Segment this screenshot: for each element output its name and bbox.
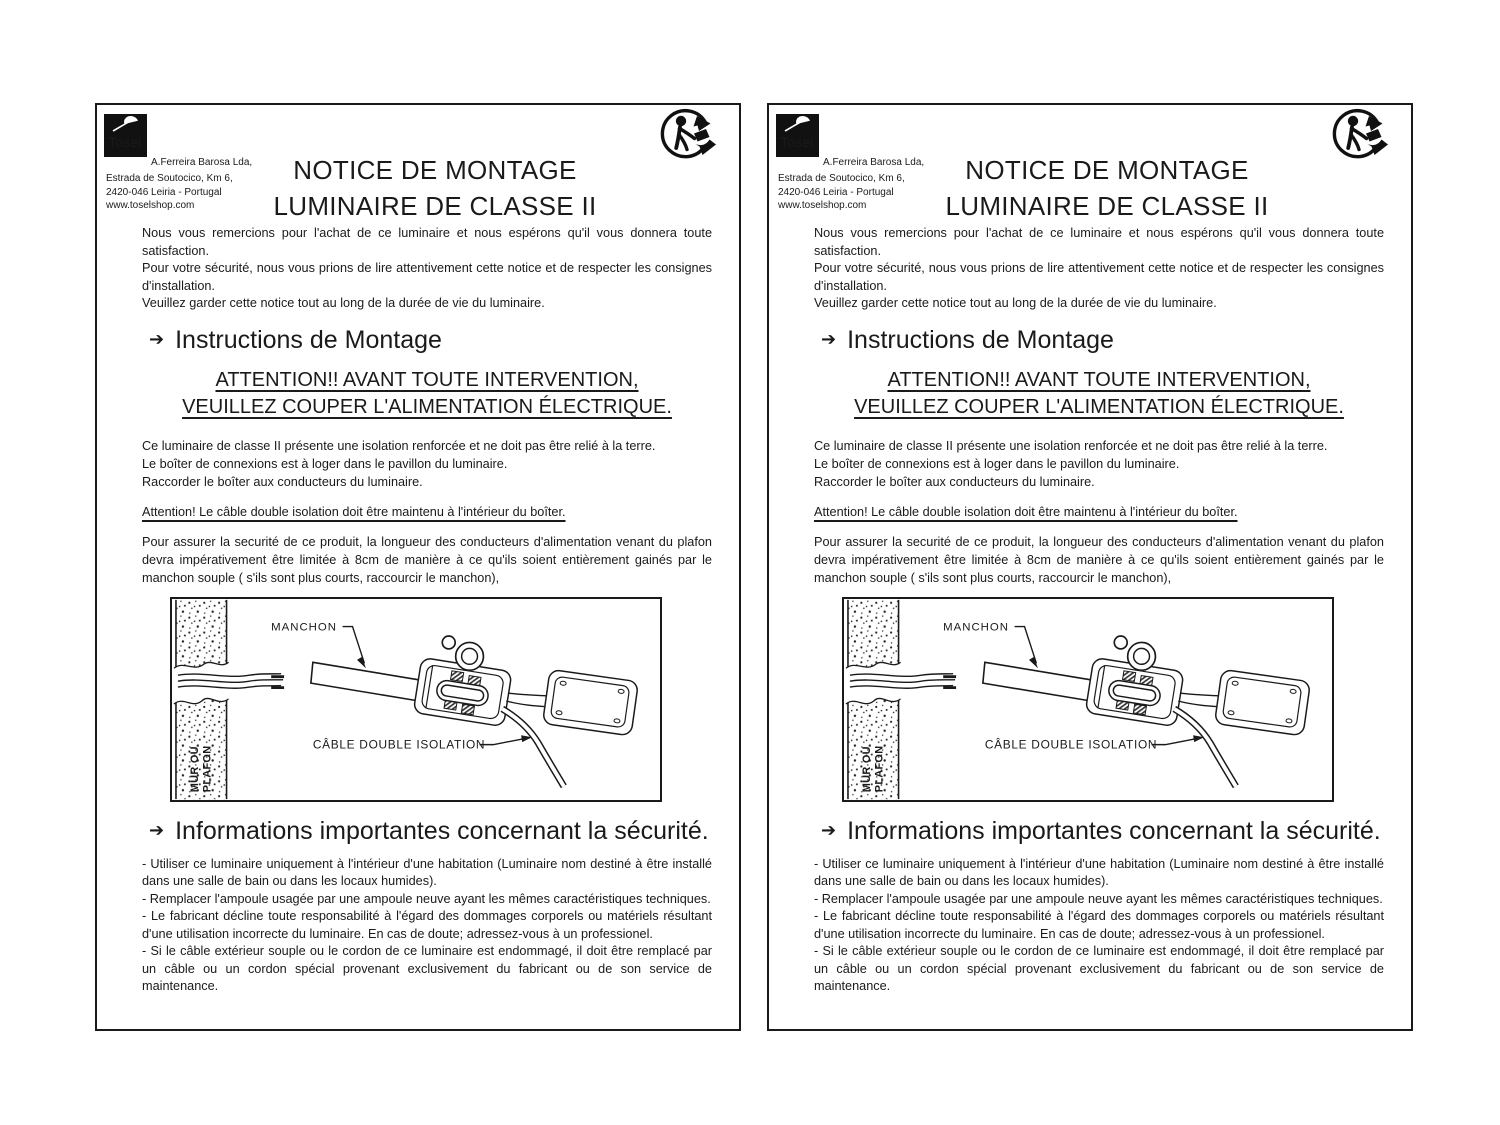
cable-label: CÂBLE DOUBLE ISOLATION (984, 737, 1158, 752)
section-heading-montage (142, 325, 712, 355)
sleeve-shape (983, 662, 1093, 701)
box-to-cover-wires (506, 693, 550, 707)
diagram-drawing (172, 599, 660, 800)
section-heading-securite (814, 816, 1384, 846)
safety-item: - Utiliser ce luminaire uniquement à l'intérieur d'une habitation (Luminaire nom destiné à être installé dans une salle de bain ou dans les locaux humides). (814, 856, 1384, 888)
company-address-line: 2420-046 Leiria - Portugal (778, 186, 894, 198)
arrow-bullet-icon: ➔ (821, 328, 837, 350)
tosel-logo-icon (776, 114, 819, 157)
brand-name: Tosel (780, 135, 814, 150)
cable-label: CÂBLE DOUBLE ISOLATION (312, 737, 486, 752)
warning-line: VEUILLEZ COUPER L'ALIMENTATION ÉLECTRIQUE. (854, 395, 1344, 418)
company-address-line: Estrada de Soutocico, Km 6, (778, 173, 905, 184)
brand-name: Tosel (108, 135, 142, 150)
document-title (916, 152, 1298, 224)
intro-line: Pour votre sécurité, nous vous prions de lire attentivement cette notice et de respecter les consignes d'installation. (814, 261, 1384, 293)
intro-line: Nous vous remercions pour l'achat de ce luminaire et nous espérons qu'il vous donnera toute satisfaction. (814, 226, 1384, 258)
sleeve-shape (311, 662, 421, 701)
safety-item: - Si le câble extérieur souple ou le cordon de ce luminaire est endommagé, il doit être remplacé par un câble ou un cordon spécial provenant exclusivement du fabricant ou de son service de maintenance. (142, 944, 712, 993)
company-address (106, 172, 233, 213)
sleeve-instructions: Pour assurer la securité de ce produit, la longueur des conducteurs d'alimentation venant du plafon devra impérativement être limitée à 8cm de manière à ce qu'ils soient entièrement gainés par le manchon souple ( s'ils sont plus courts, raccourcir le manchon), (142, 534, 712, 585)
company-address (778, 172, 905, 213)
safety-item: - Si le câble extérieur souple ou le cordon de ce luminaire est endommagé, il doit être remplacé par un câble ou un cordon spécial provenant exclusivement du fabricant ou de son service de maintenance. (814, 944, 1384, 993)
company-address-line: Estrada de Soutocico, Km 6, (106, 173, 233, 184)
wall-label-line1: MUR OU (188, 745, 201, 792)
installation-diagram (170, 597, 662, 802)
company-website: www.toselshop.com (778, 200, 867, 211)
tosel-logo-icon (104, 114, 147, 157)
attention-note: Attention! Le câble double isolation doit être maintenu à l'intérieur du boîter. (142, 504, 566, 519)
diagram-drawing (844, 599, 1332, 800)
warning-line: VEUILLEZ COUPER L'ALIMENTATION ÉLECTRIQUE. (182, 395, 672, 418)
intro-paragraphs (142, 225, 712, 313)
class2-info-line: Ce luminaire de classe II présente une isolation renforcée et ne doit pas être relié à la terre. (814, 438, 1328, 453)
warning-banner (142, 367, 712, 421)
company-name: A.Ferreira Barosa Lda, (151, 157, 253, 168)
safety-item: - Utiliser ce luminaire uniquement à l'intérieur d'une habitation (Luminaire nom destiné à être installé dans une salle de bain ou dans les locaux humides). (142, 856, 712, 888)
cable-leader-line (1151, 738, 1196, 744)
intro-line: Pour votre sécurité, nous vous prions de lire attentivement cette notice et de respecter les consignes d'installation. (142, 261, 712, 293)
installation-diagram (842, 597, 1334, 802)
company-name: A.Ferreira Barosa Lda, (823, 157, 925, 168)
class2-info-line: Le boîter de connexions est à loger dans le pavillon du luminaire. (142, 456, 508, 471)
document-title (244, 152, 626, 224)
wall-label-line2: PLAFON (201, 745, 214, 792)
warning-line: ATTENTION!! AVANT TOUTE INTERVENTION, (887, 368, 1311, 391)
company-website: www.toselshop.com (106, 200, 195, 211)
cover-box (542, 669, 638, 735)
arrow-bullet-icon: ➔ (149, 328, 165, 350)
safety-list (142, 856, 712, 996)
notice-page-left (95, 103, 741, 1031)
title-line-1: NOTICE DE MONTAGE (293, 155, 577, 185)
section-heading-label: Instructions de Montage (175, 325, 442, 354)
arrow-bullet-icon: ➔ (149, 819, 165, 841)
class2-info-line: Le boîter de connexions est à loger dans le pavillon du luminaire. (814, 456, 1180, 471)
intro-line: Veuillez garder cette notice tout au long de la durée de vie du luminaire. (142, 296, 545, 310)
intro-line: Nous vous remercions pour l'achat de ce luminaire et nous espérons qu'il vous donnera toute satisfaction. (142, 226, 712, 258)
page-header (104, 105, 726, 221)
section-heading-montage (814, 325, 1384, 355)
notice-page-right (767, 103, 1413, 1031)
box-to-cover-wires (1178, 693, 1222, 707)
arrow-bullet-icon: ➔ (821, 819, 837, 841)
intro-paragraphs (814, 225, 1384, 313)
wall-label-line1: MUR OU (860, 745, 873, 792)
warning-line: ATTENTION!! AVANT TOUTE INTERVENTION, (215, 368, 639, 391)
intro-line: Veuillez garder cette notice tout au long de la durée de vie du luminaire. (814, 296, 1217, 310)
safety-list (814, 856, 1384, 996)
class2-info (814, 437, 1384, 491)
page-header (776, 105, 1398, 221)
title-line-2: LUMINAIRE DE CLASSE II (945, 191, 1269, 221)
cable-leader-line (479, 738, 524, 744)
section-heading-label: Instructions de Montage (847, 325, 1114, 354)
class2-info-line: Raccorder le boîter aux conducteurs du luminaire. (814, 474, 1095, 489)
triman-recycling-icon (660, 108, 720, 162)
sleeve-label: MANCHON (271, 621, 337, 634)
cover-box (1214, 669, 1310, 735)
class2-info-line: Ce luminaire de classe II présente une isolation renforcée et ne doit pas être relié à la terre. (142, 438, 656, 453)
attention-note: Attention! Le câble double isolation doit être maintenu à l'intérieur du boîter. (814, 504, 1238, 519)
title-line-2: LUMINAIRE DE CLASSE II (273, 191, 597, 221)
section-heading-label: Informations importantes concernant la sécurité. (847, 816, 1381, 845)
class2-info (142, 437, 712, 491)
company-address-line: 2420-046 Leiria - Portugal (106, 186, 222, 198)
wall-label-line2: PLAFON (873, 745, 886, 792)
safety-item: - Le fabricant décline toute responsabilité à l'égard des dommages corporels ou matériels résultant d'une utilisation incorrecte du luminaire. En cas de doute; adressez-vous à un professionel. (142, 909, 712, 941)
safety-item: - Remplacer l'ampoule usagée par une ampoule neuve ayant les mêmes caractéristiques techniques. (142, 891, 711, 906)
sleeve-label: MANCHON (943, 621, 1009, 634)
section-heading-securite (142, 816, 712, 846)
title-line-1: NOTICE DE MONTAGE (965, 155, 1249, 185)
sleeve-instructions: Pour assurer la securité de ce produit, la longueur des conducteurs d'alimentation venant du plafon devra impérativement être limitée à 8cm de manière à ce qu'ils soient entièrement gainés par le manchon souple ( s'ils sont plus courts, raccourcir le manchon), (814, 534, 1384, 585)
class2-info-line: Raccorder le boîter aux conducteurs du luminaire. (142, 474, 423, 489)
safety-item: - Remplacer l'ampoule usagée par une ampoule neuve ayant les mêmes caractéristiques techniques. (814, 891, 1383, 906)
warning-banner (814, 367, 1384, 421)
safety-item: - Le fabricant décline toute responsabilité à l'égard des dommages corporels ou matériels résultant d'une utilisation incorrecte du luminaire. En cas de doute; adressez-vous à un professionel. (814, 909, 1384, 941)
section-heading-label: Informations importantes concernant la sécurité. (175, 816, 709, 845)
triman-recycling-icon (1332, 108, 1392, 162)
